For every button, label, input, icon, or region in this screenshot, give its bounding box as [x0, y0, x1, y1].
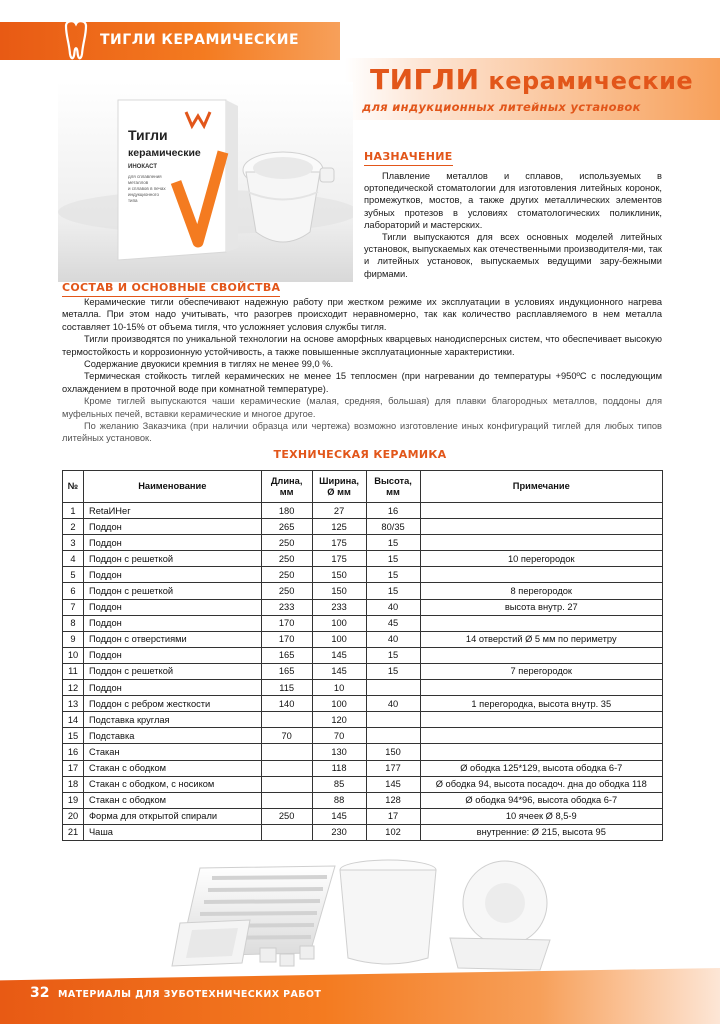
- cell-height: 102: [366, 824, 420, 840]
- cell-name: Стакан с ободком: [83, 760, 261, 776]
- cell-length: 170: [261, 615, 312, 631]
- cell-length: 250: [261, 808, 312, 824]
- table-row: [63, 680, 663, 696]
- cell-note: 7 перегородок: [420, 663, 662, 679]
- header-length: Длина, мм: [261, 471, 312, 503]
- cell-note: [420, 712, 662, 728]
- cell-name: Стакан: [83, 744, 261, 760]
- cell-height: 40: [366, 696, 420, 712]
- cell-length: [261, 776, 312, 792]
- composition-text: [62, 296, 662, 445]
- cell-length: [261, 744, 312, 760]
- purpose-paragraph-2: Тигли выпускаются для всех основных моделей литейных установок, выпускаемых как отечественными производителя-ми, так и литейных установок, выпускаемых ведущими зару-бежными фирмами.: [364, 232, 662, 279]
- table-row: [63, 808, 663, 824]
- composition-paragraph-6: По желанию Заказчика (при наличии образца или чертежа) возможно изготовление иных конфигураций тиглей для любых типов литейных установок.: [62, 421, 662, 444]
- cell-note: [420, 503, 662, 519]
- cell-length: [261, 760, 312, 776]
- cell-length: [261, 824, 312, 840]
- table-row: [63, 615, 663, 631]
- cell-num: 16: [63, 744, 84, 760]
- cell-height: 40: [366, 631, 420, 647]
- table-row: [63, 776, 663, 792]
- cell-note: 1 перегородка, высота внутр. 35: [420, 696, 662, 712]
- cell-name: Стакан с ободком, с носиком: [83, 776, 261, 792]
- cell-num: 8: [63, 615, 84, 631]
- table-row: [63, 535, 663, 551]
- table-row: [63, 567, 663, 583]
- cell-note: внутренние: Ø 215, высота 95: [420, 824, 662, 840]
- cell-name: Поддон: [83, 647, 261, 663]
- table-row: [63, 696, 663, 712]
- cell-width: 145: [312, 647, 366, 663]
- cell-width: 100: [312, 696, 366, 712]
- cell-width: 88: [312, 792, 366, 808]
- cell-length: [261, 792, 312, 808]
- cell-name: Стакан с ободком: [83, 792, 261, 808]
- cell-length: 265: [261, 519, 312, 535]
- top-banner: [0, 22, 340, 60]
- cell-width: 118: [312, 760, 366, 776]
- table-row: [63, 824, 663, 840]
- cell-length: 70: [261, 728, 312, 744]
- cell-num: 3: [63, 535, 84, 551]
- cell-height: 15: [366, 567, 420, 583]
- cell-length: 165: [261, 663, 312, 679]
- cell-note: Ø ободка 94, высота посадоч. дна до ободка 118: [420, 776, 662, 792]
- composition-paragraph-3: Содержание двуокиси кремния в тиглях не менее 99,0 %.: [84, 359, 334, 370]
- cell-width: 100: [312, 615, 366, 631]
- cell-note: [420, 728, 662, 744]
- cell-height: [366, 680, 420, 696]
- banner-label: ТИГЛИ КЕРАМИЧЕСКИЕ: [100, 32, 300, 48]
- composition-paragraph-1: Керамические тигли обеспечивают надежную работу при жестком режиме их эксплуатации в условиях индукционного нагрева металла. При этом надо учитывать, что разогрев происходит неравномерно, так как количество расплавляемого в нем металла составляет 10-15% от объема тигля, что усложняет условия службы тигля.: [62, 297, 662, 332]
- box-desc-2: и сплавов в печах: [128, 186, 166, 191]
- cell-height: 17: [366, 808, 420, 824]
- cell-note: [420, 744, 662, 760]
- cell-length: 170: [261, 631, 312, 647]
- cell-num: 20: [63, 808, 84, 824]
- cell-note: Ø ободка 94*96, высота ободка 6-7: [420, 792, 662, 808]
- cell-num: 2: [63, 519, 84, 535]
- tooth-icon: [62, 20, 90, 64]
- table-row: [63, 551, 663, 567]
- cell-num: 7: [63, 599, 84, 615]
- page-number: 32: [30, 985, 50, 1001]
- cell-num: 10: [63, 647, 84, 663]
- cell-width: 120: [312, 712, 366, 728]
- purpose-paragraph-1: Плавление металлов и сплавов, используемых в ортопедической стоматологии для изготовления литейных коронок, промежутков, мостов, а также других металлических элементов зубных протезов в условиях стоматологических поликлиник, лабораторий и мастерских.: [364, 171, 662, 230]
- cell-width: 150: [312, 583, 366, 599]
- cell-note: Ø ободка 125*129, высота ободка 6-7: [420, 760, 662, 776]
- cell-note: 14 отверстий Ø 5 мм по периметру: [420, 631, 662, 647]
- cell-num: 12: [63, 680, 84, 696]
- page-title: [370, 63, 693, 96]
- table-title: ТЕХНИЧЕСКАЯ КЕРАМИКА: [273, 448, 447, 461]
- cell-name: Подставка круглая: [83, 712, 261, 728]
- cell-num: 9: [63, 631, 84, 647]
- cell-name: Поддон: [83, 519, 261, 535]
- cell-width: 100: [312, 631, 366, 647]
- cell-length: [261, 712, 312, 728]
- cell-num: 17: [63, 760, 84, 776]
- cell-height: 15: [366, 647, 420, 663]
- cell-name: Поддон с решеткой: [83, 551, 261, 567]
- cell-num: 14: [63, 712, 84, 728]
- table-row: [63, 583, 663, 599]
- cell-name: Поддон с решеткой: [83, 663, 261, 679]
- cell-note: 10 ячеек Ø 8,5-9: [420, 808, 662, 824]
- cell-num: 5: [63, 567, 84, 583]
- cell-length: 250: [261, 535, 312, 551]
- cell-name: Поддон с отверстиями: [83, 631, 261, 647]
- cell-height: 145: [366, 776, 420, 792]
- ceramics-photo: [160, 858, 570, 978]
- cell-num: 15: [63, 728, 84, 744]
- cell-num: 13: [63, 696, 84, 712]
- cell-name: Поддон: [83, 615, 261, 631]
- cell-note: [420, 647, 662, 663]
- cell-height: [366, 712, 420, 728]
- header-width: Ширина, Ø мм: [312, 471, 366, 503]
- product-photo: [58, 82, 353, 282]
- table-row: [63, 647, 663, 663]
- cell-note: высота внутр. 27: [420, 599, 662, 615]
- cell-width: 150: [312, 567, 366, 583]
- box-line1: Тигли: [128, 127, 168, 143]
- table-row: [63, 760, 663, 776]
- cell-note: [420, 535, 662, 551]
- table-row: [63, 712, 663, 728]
- cell-width: 125: [312, 519, 366, 535]
- purpose-text: [364, 170, 662, 280]
- cell-height: 15: [366, 663, 420, 679]
- cell-width: 175: [312, 551, 366, 567]
- cell-width: 145: [312, 808, 366, 824]
- cell-length: 250: [261, 551, 312, 567]
- cell-length: 250: [261, 583, 312, 599]
- cell-note: [420, 615, 662, 631]
- cell-height: 15: [366, 551, 420, 567]
- table-header-row: [63, 471, 663, 503]
- cell-num: 6: [63, 583, 84, 599]
- table-row: [63, 503, 663, 519]
- cell-height: 16: [366, 503, 420, 519]
- cell-num: 21: [63, 824, 84, 840]
- cell-length: 233: [261, 599, 312, 615]
- title-main: ТИГЛИ: [370, 63, 480, 96]
- cell-height: 15: [366, 583, 420, 599]
- table-row: [63, 631, 663, 647]
- cell-width: 10: [312, 680, 366, 696]
- page-subtitle: для индукционных литейных установок: [362, 100, 641, 114]
- cell-note: 8 перегородок: [420, 583, 662, 599]
- cell-height: 45: [366, 615, 420, 631]
- composition-heading: СОСТАВ И ОСНОВНЫЕ СВОЙСТВА: [62, 281, 280, 297]
- cell-height: [366, 728, 420, 744]
- cell-length: 115: [261, 680, 312, 696]
- box-desc-0: для сплавления: [128, 174, 162, 179]
- table-row: [63, 599, 663, 615]
- cell-note: [420, 567, 662, 583]
- cell-name: Поддон: [83, 680, 261, 696]
- table-row: [63, 663, 663, 679]
- cell-width: 175: [312, 535, 366, 551]
- cell-width: 130: [312, 744, 366, 760]
- cell-length: 180: [261, 503, 312, 519]
- cell-name: Поддон: [83, 535, 261, 551]
- cell-num: 18: [63, 776, 84, 792]
- cell-length: 165: [261, 647, 312, 663]
- header-note: Примечание: [420, 471, 662, 503]
- purpose-heading: НАЗНАЧЕНИЕ: [364, 150, 453, 166]
- header-name: Наименование: [83, 471, 261, 503]
- footer-text: МАТЕРИАЛЫ ДЛЯ ЗУБОТЕХНИЧЕСКИХ РАБОТ: [58, 989, 322, 1000]
- composition-paragraph-2: Тигли производятся по уникальной технологии на основе аморфных кварцевых нанодисперсных систем, что обеспечивает высокую термостойкость и коррозионную устойчивость, а также повышенные эксплуатационные характеристики.: [62, 334, 662, 357]
- box-desc-1: металлов: [128, 180, 149, 185]
- cell-name: RetaИНег: [83, 503, 261, 519]
- box-line3: ИНОКАСТ: [128, 164, 158, 170]
- cell-length: 140: [261, 696, 312, 712]
- cell-num: 11: [63, 663, 84, 679]
- box-desc-3: индукционного: [128, 192, 159, 197]
- cell-name: Подставка: [83, 728, 261, 744]
- cell-name: Поддон с ребром жесткости: [83, 696, 261, 712]
- box-desc-4: типа: [128, 198, 138, 203]
- cell-width: 27: [312, 503, 366, 519]
- table-row: [63, 519, 663, 535]
- cell-name: Поддон: [83, 567, 261, 583]
- table-row: [63, 728, 663, 744]
- table-row: [63, 744, 663, 760]
- composition-paragraph-4: Термическая стойкость тиглей керамических не менее 15 теплосмен (при нагревании до температуры +950ºС с последующим охлаждением в проточной воде при комнатной температуре).: [62, 371, 662, 394]
- cell-height: 150: [366, 744, 420, 760]
- box-line2: керамические: [128, 147, 201, 159]
- composition-paragraph-5: Кроме тиглей выпускаются чаши керамические (малая, средняя, большая) для плавки благородных металлов, поддоны для муфельных печей, вставки керамические и многое другое.: [62, 396, 662, 419]
- cell-name: Поддон с решеткой: [83, 583, 261, 599]
- cell-width: 145: [312, 663, 366, 679]
- cell-num: 19: [63, 792, 84, 808]
- cell-num: 1: [63, 503, 84, 519]
- title-rest: керамические: [479, 67, 694, 95]
- cell-width: 230: [312, 824, 366, 840]
- spec-table: [62, 470, 663, 841]
- cell-note: [420, 519, 662, 535]
- cell-height: 15: [366, 535, 420, 551]
- cell-width: 233: [312, 599, 366, 615]
- cell-height: 177: [366, 760, 420, 776]
- table-row: [63, 792, 663, 808]
- cell-height: 128: [366, 792, 420, 808]
- cell-length: 250: [261, 567, 312, 583]
- cell-name: Поддон: [83, 599, 261, 615]
- header-height: Высота, мм: [366, 471, 420, 503]
- cell-width: 85: [312, 776, 366, 792]
- cell-height: 80/35: [366, 519, 420, 535]
- cell-name: Чаша: [83, 824, 261, 840]
- cell-note: [420, 680, 662, 696]
- cell-name: Форма для открытой спирали: [83, 808, 261, 824]
- header-num: №: [63, 471, 84, 503]
- cell-num: 4: [63, 551, 84, 567]
- cell-note: 10 перегородок: [420, 551, 662, 567]
- cell-height: 40: [366, 599, 420, 615]
- cell-width: 70: [312, 728, 366, 744]
